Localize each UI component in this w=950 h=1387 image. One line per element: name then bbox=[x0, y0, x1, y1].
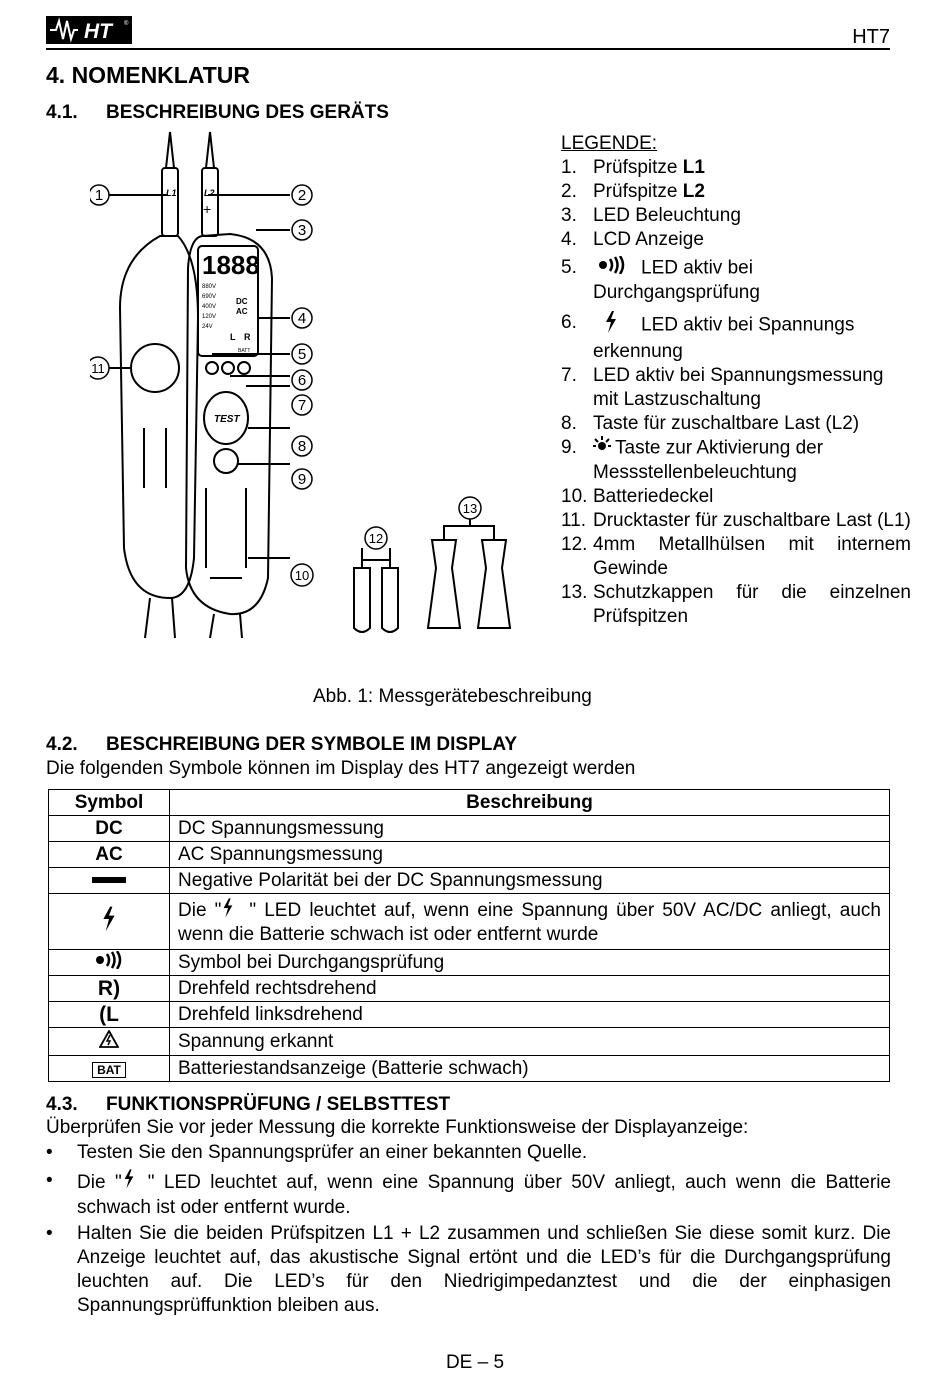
legend-title: LEGENDE: bbox=[561, 133, 658, 154]
legend-item: 11. Drucktaster für zuschaltbare Last (L1) bbox=[561, 510, 911, 531]
load-button-left[interactable] bbox=[131, 344, 179, 392]
svg-text:6: 6 bbox=[297, 372, 307, 389]
subsection-number: 4.1. bbox=[46, 102, 78, 123]
table-row bbox=[49, 816, 890, 842]
symbol-desc: DC Spannungsmessung bbox=[170, 816, 890, 842]
table-row bbox=[49, 1028, 890, 1056]
col-symbol-header: Symbol bbox=[49, 790, 170, 816]
symbol-desc: AC Spannungsmessung bbox=[170, 842, 890, 868]
warning-triangle-icon bbox=[49, 1028, 170, 1056]
callout-2 bbox=[292, 185, 312, 205]
lcd-scale-400: 400V bbox=[202, 304, 217, 310]
svg-text:9: 9 bbox=[297, 471, 307, 488]
ht-logo bbox=[46, 16, 132, 44]
svg-text:1: 1 bbox=[94, 187, 104, 204]
subsection-4-2-heading bbox=[46, 734, 517, 756]
table-row bbox=[49, 950, 890, 976]
lightning-icon bbox=[603, 311, 633, 340]
col-description-header: Beschreibung bbox=[170, 790, 890, 816]
metal-sleeve-2 bbox=[382, 568, 398, 632]
battery-label: BAT bbox=[92, 1062, 126, 1078]
lcd-l: L bbox=[230, 332, 236, 342]
lcd-scale-690: 690V bbox=[202, 294, 217, 300]
continuity-icon bbox=[597, 256, 631, 281]
legend-item: 4. LCD Anzeige bbox=[561, 229, 704, 250]
table-header-row bbox=[49, 790, 890, 816]
symbol-desc: Negative Polarität bei der DC Spannungsmessung bbox=[170, 868, 890, 894]
subsection-title: FUNKTIONSPRÜFUNG / SELBSTTEST bbox=[106, 1094, 451, 1115]
callout-4 bbox=[292, 308, 312, 328]
lcd-r: R bbox=[244, 332, 251, 342]
continuity-icon bbox=[49, 950, 170, 976]
figure-caption: Abb. 1: Messgerätebeschreibung bbox=[313, 686, 592, 707]
svg-text:®: ® bbox=[124, 21, 129, 27]
table-row bbox=[49, 842, 890, 868]
list-item: • Testen Sie den Spannungsprüfer an einer bekannten Quelle. bbox=[46, 1141, 891, 1165]
callout-7 bbox=[292, 395, 312, 415]
svg-text:7: 7 bbox=[297, 397, 307, 414]
metal-sleeve-1 bbox=[354, 568, 370, 632]
subsection-4-3-heading bbox=[46, 1094, 450, 1116]
svg-text:2: 2 bbox=[297, 187, 307, 204]
lcd-scale-120: 120V bbox=[202, 314, 217, 320]
subsection-number: 4.3. bbox=[46, 1094, 78, 1115]
legend-item: 13. Schutzkappen für die einzelnen Prüfspitzen bbox=[561, 582, 911, 627]
symbol-desc: Drehfeld linksdrehend bbox=[170, 1002, 890, 1028]
legend-item: 1. Prüfspitze L1 bbox=[561, 157, 705, 178]
legend-item: 9. Taste zur Aktivierung der Messstellenbeleuchtung bbox=[561, 437, 824, 483]
symbol-l: (L bbox=[49, 1002, 170, 1028]
table-row bbox=[49, 868, 890, 894]
protective-cap-1 bbox=[428, 540, 460, 628]
led-voltage bbox=[222, 362, 234, 374]
svg-text:4: 4 bbox=[297, 310, 307, 327]
table-row bbox=[49, 1056, 890, 1082]
led-continuity bbox=[206, 362, 218, 374]
header-rule bbox=[46, 48, 890, 50]
legend-item: 3. LED Beleuchtung bbox=[561, 205, 741, 226]
lightning-icon bbox=[221, 898, 249, 924]
legend-item: 12. 4mm Metallhülsen mit internem Gewinde bbox=[561, 534, 911, 579]
svg-text:5: 5 bbox=[297, 346, 307, 363]
callout-9 bbox=[292, 469, 312, 489]
table-row bbox=[49, 1002, 890, 1028]
subsection-number: 4.2. bbox=[46, 734, 78, 755]
symbol-ac: AC bbox=[49, 842, 170, 868]
svg-text:8: 8 bbox=[297, 438, 307, 455]
svg-text:10: 10 bbox=[294, 568, 310, 583]
lightning-icon bbox=[49, 894, 170, 950]
model-name: HT7 bbox=[852, 26, 890, 48]
table-row bbox=[49, 976, 890, 1002]
list-item: • Die " " LED leuchtet auf, wenn eine Spannung über 50V anliegt, auch wenn die Batterie schwach ist oder entfernt wurde. bbox=[46, 1169, 891, 1220]
symbol-desc: Batteriestandsanzeige (Batterie schwach) bbox=[170, 1056, 890, 1082]
callout-3 bbox=[292, 220, 312, 240]
symbol-desc: Symbol bei Durchgangsprüfung bbox=[170, 950, 890, 976]
lcd-dc: DC bbox=[236, 297, 248, 306]
svg-text:13: 13 bbox=[462, 501, 478, 516]
probe-label-l1: L1 bbox=[166, 188, 177, 198]
list-item: • Halten Sie die beiden Prüfspitzen L1 + L2 zusammen und schließen Sie diese somit kurz. Die Anzeige leuchtet auf, das akustische Signal ertönt und die LED’s für die Durchgangsprüfung leuchten auf. Die LED’s für den Niedrigimpedanztest und die der einphasigen Spannungsprüffunktion bleiben aus. bbox=[46, 1222, 891, 1318]
probe-label-plus: + bbox=[203, 201, 212, 217]
symbol-desc: Drehfeld rechtsdrehend bbox=[170, 976, 890, 1002]
symbol-r: R) bbox=[49, 976, 170, 1002]
table-row bbox=[49, 894, 890, 950]
lamp-icon bbox=[593, 436, 615, 461]
legend-item: 7. LED aktiv bei Spannungsmessung mit Lastzuschaltung bbox=[561, 365, 884, 410]
subsection-title: BESCHREIBUNG DES GERÄTS bbox=[106, 102, 389, 123]
section-title: 4. NOMENKLATUR bbox=[46, 62, 251, 88]
svg-text:11: 11 bbox=[91, 361, 105, 376]
subsection-title: BESCHREIBUNG DER SYMBOLE IM DISPLAY bbox=[106, 734, 518, 755]
probe-label-l2: L2 bbox=[204, 188, 215, 198]
callout-6 bbox=[292, 370, 312, 390]
symbol-desc: Spannung erkannt bbox=[170, 1028, 890, 1056]
lcd-ac: AC bbox=[236, 307, 248, 316]
test-label: TEST bbox=[214, 414, 240, 425]
legend-item: 6. LED aktiv bei Spannungs erkennung bbox=[561, 312, 855, 362]
symbols-table bbox=[48, 789, 890, 1082]
page-number: DE – 5 bbox=[445, 1352, 505, 1373]
svg-text:3: 3 bbox=[297, 222, 307, 239]
legend-item: 8. Taste für zuschaltbare Last (L2) bbox=[561, 413, 860, 434]
protective-cap-2 bbox=[478, 540, 510, 628]
lcd-bat: BATT bbox=[238, 348, 251, 354]
legend-item: 10. Batteriedeckel bbox=[561, 486, 714, 507]
legend-item: 5. LED aktiv bei Durchgangsprüfung bbox=[561, 257, 760, 303]
selftest-list bbox=[46, 1141, 891, 1320]
lcd-scale-880: 880V bbox=[202, 284, 217, 290]
callout-5 bbox=[292, 344, 312, 364]
logo-text: HT bbox=[84, 20, 112, 43]
lightning-icon bbox=[122, 1169, 148, 1196]
subsection-4-1-heading bbox=[46, 102, 389, 124]
legend-item: 2. Prüfspitze L2 bbox=[561, 181, 705, 202]
battery-icon bbox=[49, 1056, 170, 1082]
symbol-desc: Die " " LED leuchtet auf, wenn eine Spannung über 50V AC/DC anliegt, auch wenn die Batterie schwach ist oder entfernt wurde bbox=[170, 894, 890, 950]
callout-11 bbox=[90, 357, 109, 379]
callout-8 bbox=[292, 436, 312, 456]
callout-10 bbox=[291, 564, 313, 586]
probe-l1 bbox=[162, 168, 178, 236]
symbols-intro: Die folgenden Symbole können im Display des HT7 angezeigt werden bbox=[46, 758, 636, 779]
device-diagram bbox=[90, 128, 530, 638]
lcd-scale-24: 24V bbox=[202, 324, 213, 330]
lcd-digits: 1888 bbox=[202, 250, 260, 280]
callout-13 bbox=[459, 497, 481, 519]
led-load bbox=[238, 362, 250, 374]
symbol-dc: DC bbox=[49, 816, 170, 842]
legend bbox=[561, 132, 911, 629]
minus-bar-icon bbox=[49, 868, 170, 894]
callout-1 bbox=[90, 185, 109, 205]
svg-text:12: 12 bbox=[368, 531, 384, 546]
lamp-button[interactable] bbox=[214, 449, 238, 473]
selftest-intro: Überprüfen Sie vor jeder Messung die korrekte Funktionsweise der Displayanzeige: bbox=[46, 1117, 749, 1138]
callout-12 bbox=[365, 527, 387, 549]
